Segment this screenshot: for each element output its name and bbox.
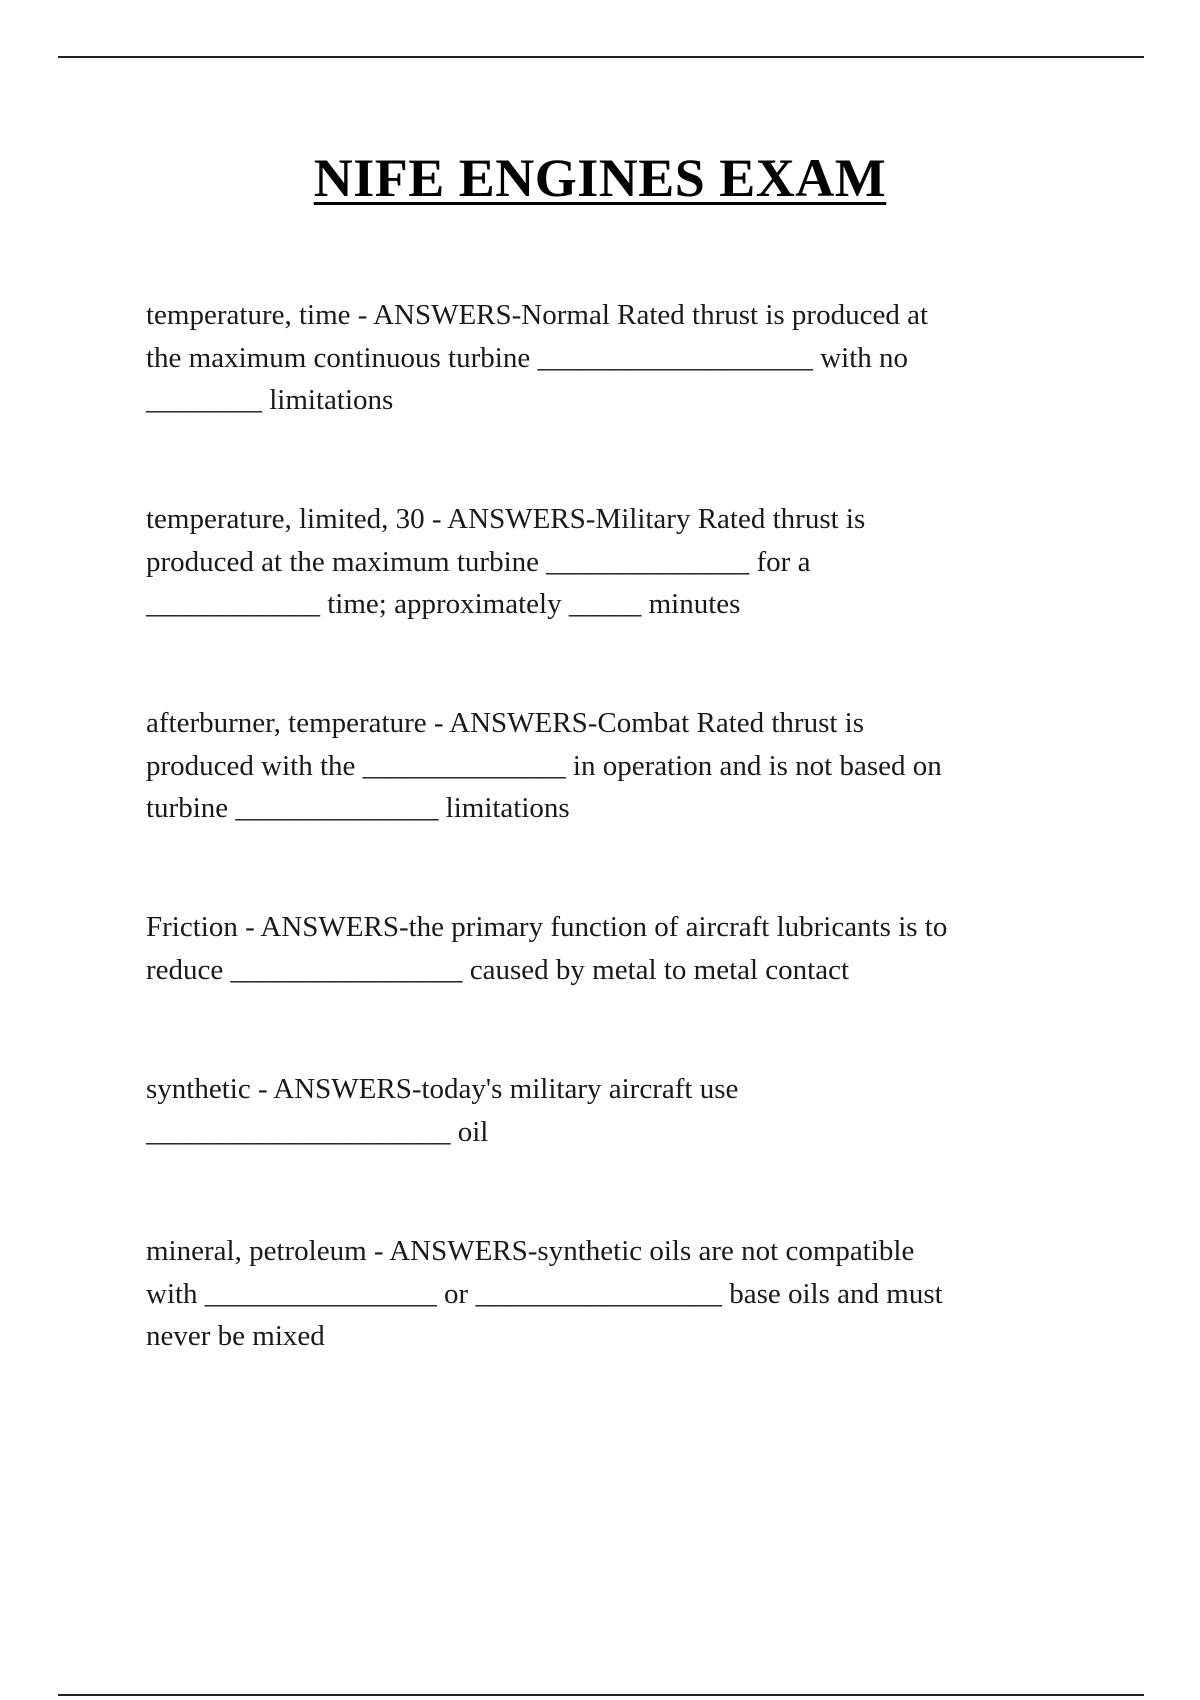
- question-line: temperature, limited, 30 - ANSWERS-Military Rated thrust is: [146, 503, 866, 535]
- question-block-5: [146, 1068, 1046, 1153]
- question-line: ________ limitations: [146, 384, 394, 416]
- question-line: mineral, petroleum - ANSWERS-synthetic oils are not compatible: [146, 1235, 915, 1267]
- question-line: the maximum continuous turbine ___________________ with no: [146, 341, 909, 374]
- question-line: synthetic - ANSWERS-today's military aircraft use: [146, 1073, 739, 1105]
- question-block-2: [146, 498, 1046, 626]
- question-line: temperature, time - ANSWERS-Normal Rated thrust is produced at: [146, 299, 929, 331]
- question-block-3: [146, 702, 1046, 830]
- top-divider: [58, 56, 1144, 58]
- question-line: with ________________ or _________________ base oils and must: [146, 1277, 943, 1310]
- question-line: reduce ________________ caused by metal to metal contact: [146, 953, 850, 986]
- bottom-divider: [58, 1694, 1144, 1696]
- question-block-4: [146, 906, 1046, 991]
- question-line: produced with the ______________ in operation and is not based on: [146, 749, 942, 782]
- question-line: turbine ______________ limitations: [146, 792, 570, 824]
- question-line: produced at the maximum turbine ______________ for a: [146, 545, 811, 578]
- question-line: _____________________ oil: [146, 1115, 489, 1148]
- question-line: afterburner, temperature - ANSWERS-Combat Rated thrust is: [146, 707, 865, 739]
- question-line: never be mixed: [146, 1320, 325, 1352]
- page-title: NIFE ENGINES EXAM: [313, 148, 887, 208]
- question-block-6: [146, 1230, 1046, 1358]
- question-line: Friction - ANSWERS-the primary function of aircraft lubricants is to: [146, 911, 948, 943]
- question-block-1: [146, 294, 1046, 422]
- question-line: ____________ time; approximately _____ minutes: [146, 588, 741, 620]
